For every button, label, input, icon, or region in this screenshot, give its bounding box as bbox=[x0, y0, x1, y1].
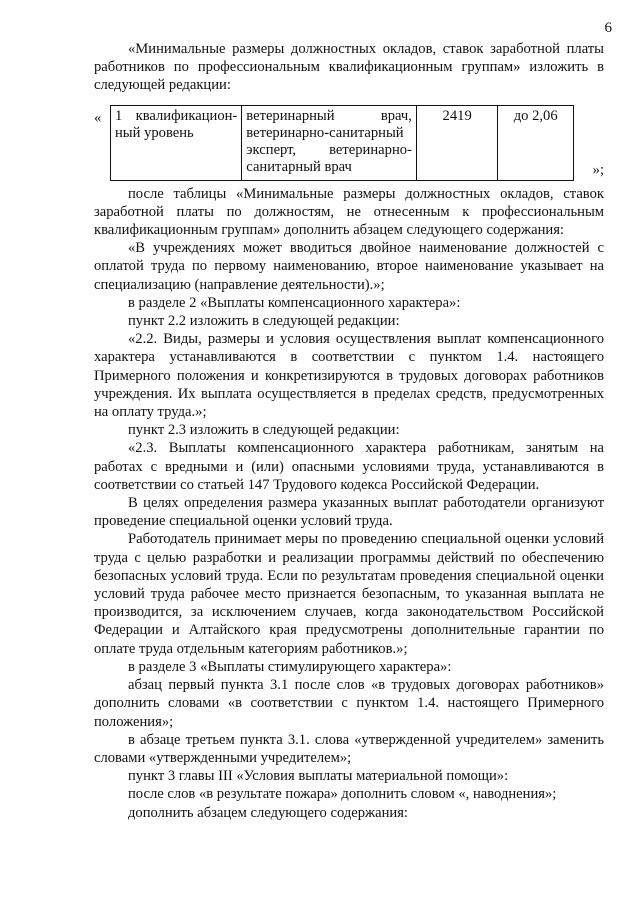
paragraph-section-2: в разделе 2 «Выплаты компенсационного характера»: bbox=[128, 294, 461, 311]
paragraph-item-2-3: пункт 2.3 изложить в следующей редакции: bbox=[128, 422, 400, 439]
paragraph-item-2-2: пункт 2.2 изложить в следующей редакции: bbox=[128, 313, 400, 330]
paragraph-double-title: «В учреждениях может вводиться двойное наименование должностей с оплатой труда по первому наименованию, второе наименование указывает на специализацию (направление деятельности).»; bbox=[94, 240, 604, 293]
cell-rate: до 2,06 bbox=[498, 105, 574, 180]
cell-positions: ветеринарный врач, ветеринарно-санитарный эксперт, ветеринарно-санитарный врач bbox=[242, 105, 417, 180]
table-close-quote: »; bbox=[592, 162, 604, 179]
paragraph-item-3-1-first: абзац первый пункта 3.1 после слов «в трудовых договорах работников» дополнить словами «в соответствии с пунктом 1.4. настоящего Примерного положения»; bbox=[94, 677, 604, 730]
paragraph-item-2-3-text: «2.3. Выплаты компенсационного характера работникам, занятым на работах с вредными и (или) опасными условиями труда, устанавливаются в соответствии со статьей 147 Трудового кодекса Российской Федерации. bbox=[94, 440, 604, 493]
cell-qualification-level: 1 квалификацион-ный уровень bbox=[111, 105, 242, 180]
paragraph-item-2-2-text: «2.2. Виды, размеры и условия осуществления выплат компенсационного характера устанавливаются в соответствии с пунктом 1.4. настоящего Примерного положения и конкретизируются в трудовых договорах работников учреждения. Их выплата осуществляется в пределах средств, предусмотренных на оплату труда.»; bbox=[94, 331, 604, 421]
paragraph-item-3-1-third: в абзаце третьем пункта 3.1. слова «утвержденной учредителем» заменить словами «утвержденными учредителем»; bbox=[94, 731, 604, 766]
paragraph-add: дополнить абзацем следующего содержания: bbox=[128, 804, 408, 821]
table-row bbox=[111, 105, 574, 180]
document-body bbox=[94, 40, 604, 822]
paragraph-section-3: в разделе 3 «Выплаты стимулирующего характера»: bbox=[128, 658, 452, 675]
cell-salary: 2419 bbox=[416, 105, 497, 180]
table-open-quote: « bbox=[94, 109, 102, 126]
paragraph-after-table: после таблицы «Минимальные размеры должностных окладов, ставок заработной платы по должностям, не отнесенным к профессиональным квалификационным группам» дополнить абзацем следующего содержания: bbox=[94, 185, 604, 239]
paragraph-chapter-3-item-3: пункт 3 главы III «Условия выплаты материальной помощи»: bbox=[128, 768, 509, 785]
page-number: 6 bbox=[604, 20, 612, 36]
salary-table bbox=[110, 105, 574, 181]
paragraph-employer-measures: Работодатель принимает меры по проведению специальной оценки условий труда с целью разработки и реализации программы действий по обеспечению безопасных условий труда. Если по результатам проведения специальной оценки условий труда рабочее место признается безопасным, то указанная выплата не производится, за исключением случаев, когда законодательством Российской Федерации и Алтайского края предусмотрены дополнительные гарантии по оплате труда отдельным категориям работников.»; bbox=[94, 531, 604, 657]
paragraph-fire: после слов «в результате пожара» дополнить словом «, наводнения»; bbox=[128, 786, 557, 803]
paragraph-assessment: В целях определения размера указанных выплат работодатели организуют проведение специальной оценки условий труда. bbox=[94, 495, 604, 530]
salary-table-block bbox=[94, 105, 604, 181]
intro-paragraph: «Минимальные размеры должностных окладов, ставок заработной платы работников по профессиональным квалификационным группам» изложить в следующей редакции: bbox=[94, 41, 604, 94]
